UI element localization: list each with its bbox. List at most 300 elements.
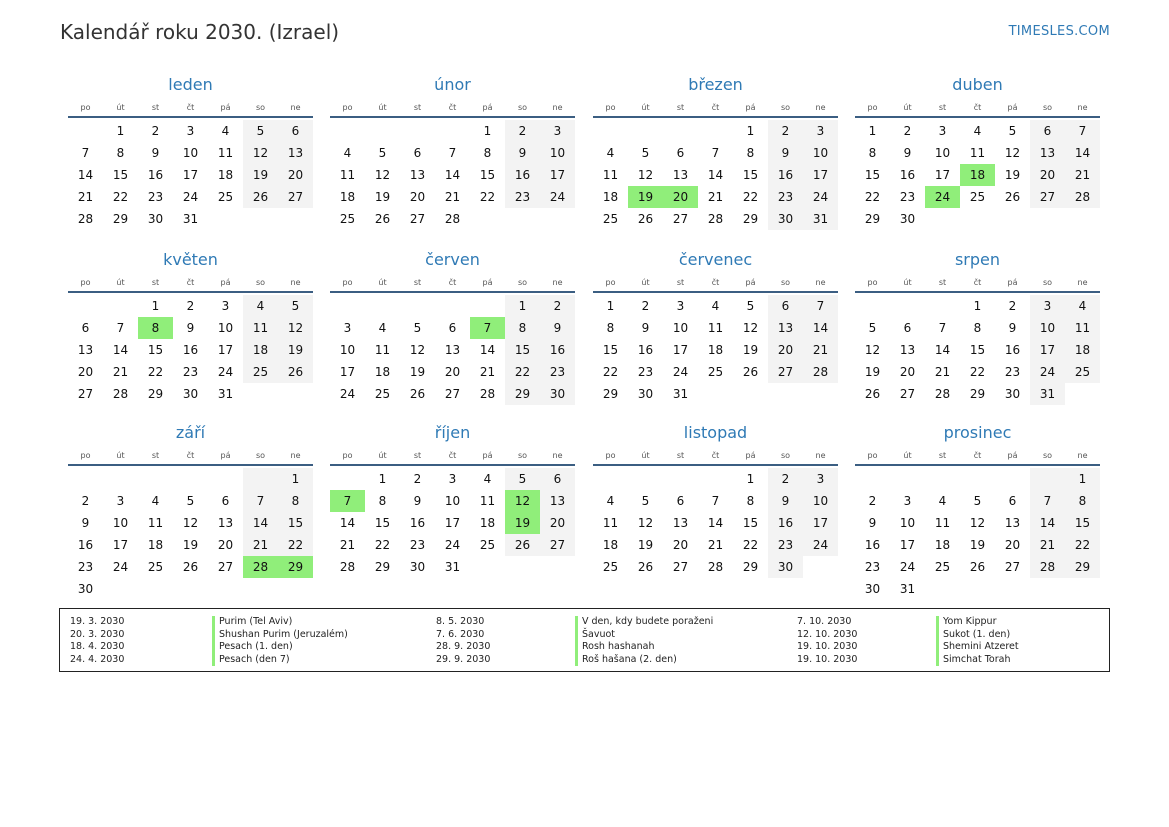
month-5 [330,247,575,405]
weekday-label: pá [745,450,756,460]
day-cell: 9 [505,142,540,164]
empty-cell [505,208,540,230]
day-cell: 8 [1065,490,1100,512]
day-cell: 29 [147,387,164,401]
weekday-label: ne [1077,277,1088,287]
weekday-label: pá [1007,450,1018,460]
day-grid [593,468,838,578]
empty-cell [593,468,628,490]
day-cell: 28 [1030,556,1065,578]
empty-cell [330,295,365,317]
day-cell: 12 [637,168,654,182]
day-cell: 6 [676,494,685,508]
day-cell: 12 [742,321,759,335]
day-cell: 8 [973,321,982,335]
month-name: únor [434,75,471,94]
month-divider [593,116,838,118]
empty-cell [103,295,138,317]
day-cell: 1 [278,468,313,490]
day-grid [593,295,838,405]
day-cell: 27 [899,387,916,401]
day-cell: 1 [505,295,540,317]
weekday-label: út [641,450,650,460]
weekday-label: ne [815,102,826,112]
day-cell: 31 [672,387,689,401]
day-cell: 22 [479,190,496,204]
weekday-label: pá [482,450,493,460]
weekday-label: st [676,277,685,287]
month-name: listopad [683,423,748,442]
weekday-label: ne [552,450,563,460]
empty-cell [103,468,138,490]
day-cell: 22 [505,361,540,383]
day-cell: 9 [81,516,90,530]
empty-cell [435,120,470,142]
empty-cell [1065,383,1100,405]
day-cell: 6 [676,146,685,160]
day-cell: 29 [864,212,881,226]
day-cell: 1 [151,299,160,313]
day-cell: 7 [803,295,838,317]
day-cell: 17 [672,343,689,357]
day-cell: 19 [637,538,654,552]
holiday-date: 19. 10. 2030 [797,653,858,665]
day-cell: 20 [444,365,461,379]
day-cell: 5 [243,120,278,142]
empty-cell [278,383,313,405]
weekday-label: so [517,277,528,287]
empty-cell [890,468,925,490]
empty-cell [960,208,995,230]
day-cell: 25 [147,560,164,574]
weekday-label: út [378,102,387,112]
empty-cell [960,468,995,490]
day-cell: 8 [746,146,755,160]
day-cell: 10 [217,321,234,335]
day-cell: 2 [903,124,912,138]
empty-cell [243,578,278,600]
weekday-label: pá [220,450,231,460]
holiday-date: 20. 3. 2030 [70,628,125,640]
weekday-label: st [676,102,685,112]
day-cell: 5 [186,494,195,508]
day-cell: 28 [77,212,94,226]
day-cell: 9 [186,321,195,335]
day-cell: 10 [540,142,575,164]
day-cell: 27 [540,534,575,556]
weekday-label: so [1042,450,1053,460]
day-cell: 28 [243,556,278,578]
weekday-header [855,273,1100,291]
day-cell: 23 [505,186,540,208]
day-cell: 28 [479,387,496,401]
weekday-label: po [342,450,353,460]
month-10 [593,420,838,578]
weekday-label: čt [973,102,982,112]
day-cell: 26 [864,387,881,401]
weekday-header [593,273,838,291]
day-cell: 1 [868,124,877,138]
day-cell: 19 [1004,168,1021,182]
day-cell: 8 [746,494,755,508]
day-cell: 5 [278,295,313,317]
day-cell: 7 [711,494,720,508]
day-cell: 29 [374,560,391,574]
day-cell: 23 [409,538,426,552]
day-cell: 14 [479,343,496,357]
weekday-label: ne [815,277,826,287]
weekday-label: út [378,450,387,460]
day-cell: 11 [339,168,356,182]
day-cell: 23 [899,190,916,204]
day-cell: 4 [243,295,278,317]
day-cell: 10 [803,142,838,164]
day-cell: 26 [505,534,540,556]
day-cell: 6 [1030,120,1065,142]
day-cell: 10 [803,490,838,512]
month-name: červenec [678,250,753,269]
day-cell: 10 [112,516,129,530]
day-cell: 17 [112,538,129,552]
holiday-name: Purim (Tel Aviv) [219,616,293,627]
day-cell: 19 [374,190,391,204]
day-cell: 17 [803,512,838,534]
weekday-label: st [151,450,160,460]
holiday-date: 8. 5. 2030 [436,616,485,627]
weekday-label: po [867,102,878,112]
empty-cell [803,556,838,578]
weekday-label: po [342,102,353,112]
day-cell: 6 [768,295,803,317]
day-cell: 22 [864,190,881,204]
weekday-label: ne [290,450,301,460]
day-cell: 3 [221,299,230,313]
empty-cell [628,468,663,490]
day-cell: 24 [339,387,356,401]
month-2 [593,72,838,230]
month-divider [330,464,575,466]
weekday-label: po [80,102,91,112]
weekday-label: so [780,102,791,112]
day-cell: 17 [899,538,916,552]
day-cell: 28 [1065,186,1100,208]
holiday-dates-col-3 [797,616,857,666]
empty-cell [1065,208,1100,230]
weekday-header [593,446,838,464]
day-cell: 1 [606,299,615,313]
day-cell: 8 [378,494,387,508]
empty-cell [243,468,278,490]
day-cell: 25 [707,365,724,379]
day-cell: 12 [182,516,199,530]
day-cell: 19 [969,538,986,552]
day-cell: 24 [444,538,461,552]
day-cell: 5 [641,146,650,160]
weekday-label: st [151,277,160,287]
day-cell: 31 [803,208,838,230]
empty-cell [803,383,838,405]
day-cell: 13 [672,168,689,182]
month-divider [593,291,838,293]
day-cell: 4 [938,494,947,508]
weekday-label: st [413,277,422,287]
empty-cell [470,295,505,317]
day-cell: 2 [540,295,575,317]
day-cell: 31 [217,387,234,401]
month-11 [855,420,1100,600]
day-cell: 21 [479,365,496,379]
day-cell: 2 [868,494,877,508]
day-cell: 10 [672,321,689,335]
day-cell: 5 [378,146,387,160]
day-cell: 25 [934,560,951,574]
day-cell: 30 [147,212,164,226]
holiday-names-col-1 [212,616,348,666]
day-cell: 29 [112,212,129,226]
weekday-label: st [676,450,685,460]
empty-cell [698,120,733,142]
day-cell: 19 [409,365,426,379]
empty-cell [208,578,243,600]
day-cell: 11 [479,494,496,508]
day-cell: 23 [864,560,881,574]
day-cell: 13 [1030,142,1065,164]
day-cell: 26 [243,186,278,208]
day-cell: 14 [803,317,838,339]
day-cell: 15 [278,512,313,534]
holiday-dates-col-2 [436,616,490,666]
site-link[interactable]: TIMESLES.COM [1008,24,1110,39]
month-divider [330,291,575,293]
day-cell: 18 [479,516,496,530]
day-cell: 20 [278,164,313,186]
day-cell: 27 [768,361,803,383]
day-cell: 21 [444,190,461,204]
day-cell: 13 [1004,516,1021,530]
weekday-label: ne [815,450,826,460]
empty-cell [365,295,400,317]
day-cell: 18 [374,365,391,379]
weekday-label: so [255,277,266,287]
day-cell: 19 [628,186,663,208]
day-cell: 4 [378,321,387,335]
empty-cell [68,295,103,317]
day-cell: 26 [969,560,986,574]
empty-cell [663,468,698,490]
day-cell: 18 [339,190,356,204]
day-cell: 21 [803,339,838,361]
day-cell: 8 [505,317,540,339]
day-cell: 25 [969,190,986,204]
day-cell: 20 [672,538,689,552]
day-cell: 27 [672,212,689,226]
day-cell: 13 [278,142,313,164]
day-cell: 14 [243,512,278,534]
day-cell: 30 [637,387,654,401]
day-cell: 6 [448,321,457,335]
weekday-label: so [255,102,266,112]
day-cell: 2 [151,124,160,138]
day-cell: 2 [413,472,422,486]
day-cell: 23 [77,560,94,574]
day-cell: 16 [768,512,803,534]
day-cell: 22 [147,365,164,379]
empty-cell [995,578,1030,600]
weekday-label: út [903,450,912,460]
weekday-label: pá [745,277,756,287]
day-cell: 12 [864,343,881,357]
day-cell: 30 [77,582,94,596]
month-name: říjen [434,423,471,442]
day-cell: 8 [868,146,877,160]
month-divider [855,116,1100,118]
day-cell: 5 [413,321,422,335]
day-cell: 4 [221,124,230,138]
empty-cell [1030,468,1065,490]
day-cell: 9 [868,516,877,530]
weekday-label: út [641,277,650,287]
day-cell: 13 [672,516,689,530]
day-cell: 18 [243,339,278,361]
day-cell: 6 [903,321,912,335]
holiday-date: 19. 3. 2030 [70,616,125,627]
day-cell: 3 [803,120,838,142]
day-cell: 28 [707,212,724,226]
empty-cell [330,468,365,490]
day-cell: 30 [182,387,199,401]
month-divider [855,464,1100,466]
day-cell: 23 [182,365,199,379]
weekday-header [330,98,575,116]
day-cell: 1 [746,124,755,138]
day-cell: 28 [339,560,356,574]
day-cell: 2 [505,120,540,142]
day-cell: 3 [186,124,195,138]
day-cell: 18 [217,168,234,182]
weekday-label: čt [973,277,982,287]
day-cell: 16 [540,339,575,361]
day-cell: 1 [746,472,755,486]
day-cell: 25 [1065,361,1100,383]
empty-cell [995,468,1030,490]
weekday-label: so [517,450,528,460]
day-cell: 28 [934,387,951,401]
weekday-label: pá [482,277,493,287]
day-cell: 25 [602,212,619,226]
day-cell: 25 [374,387,391,401]
day-cell: 20 [1030,164,1065,186]
day-cell: 12 [278,317,313,339]
holiday-date: 28. 9. 2030 [436,641,491,652]
holiday-name: Pesach (den 7) [219,653,290,665]
day-cell: 10 [1030,317,1065,339]
day-cell: 16 [637,343,654,357]
day-cell: 10 [182,146,199,160]
day-cell: 23 [637,365,654,379]
day-cell: 21 [934,365,951,379]
day-cell: 8 [606,321,615,335]
day-cell: 24 [1030,361,1065,383]
month-name: prosinec [943,423,1012,442]
day-cell: 4 [343,146,352,160]
day-cell: 7 [448,146,457,160]
weekday-header [593,98,838,116]
day-cell: 16 [505,164,540,186]
day-cell: 6 [221,494,230,508]
day-cell: 20 [663,186,698,208]
day-cell: 15 [742,168,759,182]
month-name: květen [163,250,218,269]
day-cell: 27 [1004,560,1021,574]
holiday-names-col-3 [936,616,1019,666]
day-grid [68,468,313,600]
day-cell: 17 [182,168,199,182]
day-grid [330,468,575,578]
weekday-label: čt [711,102,720,112]
empty-cell [1030,578,1065,600]
day-cell: 18 [147,538,164,552]
day-cell: 5 [1008,124,1017,138]
day-cell: 25 [479,538,496,552]
day-cell: 15 [864,168,881,182]
empty-cell [628,120,663,142]
month-7 [855,247,1100,405]
day-cell: 12 [409,343,426,357]
day-cell: 16 [147,168,164,182]
empty-cell [925,468,960,490]
empty-cell [925,295,960,317]
day-grid [330,295,575,405]
day-cell: 15 [374,516,391,530]
weekday-label: po [605,102,616,112]
day-cell: 21 [77,190,94,204]
day-grid [68,295,313,405]
weekday-label: čt [711,450,720,460]
day-cell: 18 [960,164,995,186]
empty-cell [470,556,505,578]
day-cell: 8 [278,490,313,512]
day-cell: 26 [742,365,759,379]
day-cell: 11 [602,168,619,182]
empty-cell [960,578,995,600]
holiday-date: 24. 4. 2030 [70,653,125,665]
day-cell: 11 [147,516,164,530]
day-cell: 22 [742,190,759,204]
day-cell: 14 [1030,512,1065,534]
day-cell: 20 [409,190,426,204]
day-cell: 3 [343,321,352,335]
day-cell: 20 [768,339,803,361]
day-cell: 29 [742,560,759,574]
empty-cell [890,295,925,317]
day-cell: 18 [602,538,619,552]
empty-cell [995,208,1030,230]
empty-cell [138,468,173,490]
day-cell: 9 [1008,321,1017,335]
holiday-name: Shemini Atzeret [943,641,1019,652]
day-cell: 18 [602,190,619,204]
month-divider [68,291,313,293]
empty-cell [208,208,243,230]
day-cell: 2 [81,494,90,508]
month-divider [68,464,313,466]
weekday-header [68,273,313,291]
day-cell: 19 [742,343,759,357]
day-cell: 17 [1030,339,1065,361]
day-cell: 8 [138,317,173,339]
day-cell: 15 [1065,512,1100,534]
day-cell: 22 [969,365,986,379]
